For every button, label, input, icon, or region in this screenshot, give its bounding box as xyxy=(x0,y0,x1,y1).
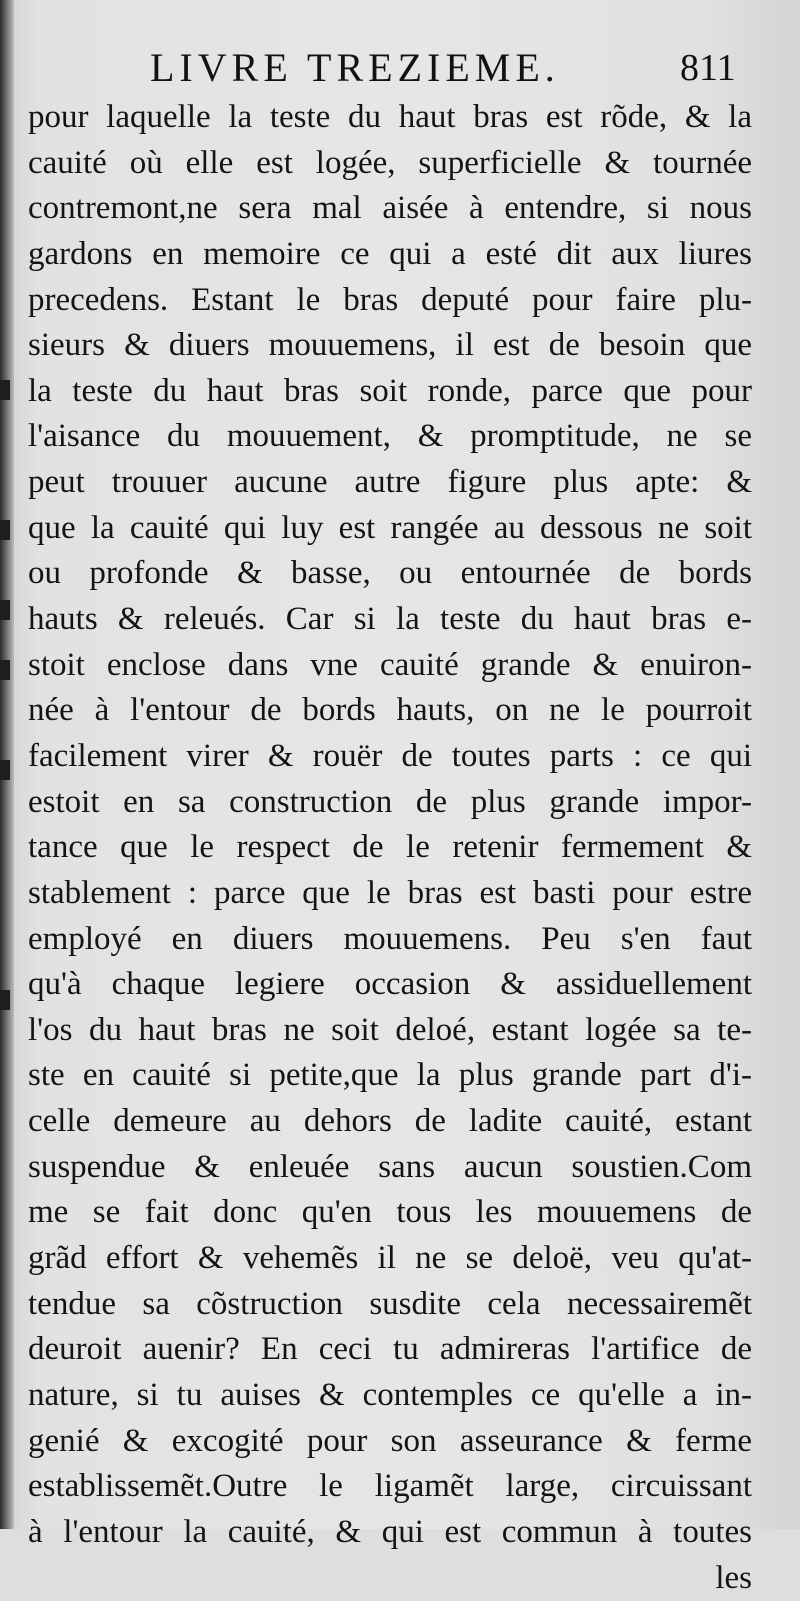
text-line: estoit en sa construction de plus grande impor- xyxy=(28,780,752,826)
gutter-shadow-mark xyxy=(0,990,10,1010)
text-line: ste en cauité si petite,que la plus grande part d'i- xyxy=(28,1053,752,1099)
text-line: cauité où elle est logée, superficielle & tournée xyxy=(28,141,752,187)
text-line: ou profonde & basse, ou entournée de bords xyxy=(28,551,752,597)
text-line: contremont,ne sera mal aisée à entendre, si nous xyxy=(28,186,752,232)
page-number: 811 xyxy=(680,40,736,96)
running-head xyxy=(150,40,750,96)
text-line: hauts & releués. Car si la teste du haut bras e- xyxy=(28,597,752,643)
text-line: tance que le respect de le retenir fermement & xyxy=(28,825,752,871)
catchword: les xyxy=(28,1556,752,1601)
chapter-heading: LIVRE TREZIEME. xyxy=(150,40,560,96)
text-line: genié & excogité pour son asseurance & ferme xyxy=(28,1419,752,1465)
text-line: gardons en memoire ce qui a esté dit aux liures xyxy=(28,232,752,278)
gutter-shadow-mark xyxy=(0,760,10,780)
text-line: née à l'entour de bords hauts, on ne le pourroit xyxy=(28,688,752,734)
text-line: suspendue & enleuée sans aucun soustien.Com xyxy=(28,1145,752,1191)
text-line: la teste du haut bras soit ronde, parce que pour xyxy=(28,369,752,415)
text-line: grãd effort & vehemẽs il ne se deloë, veu qu'at- xyxy=(28,1236,752,1282)
gutter-shadow-mark xyxy=(0,380,10,400)
text-line: establissemẽt.Outre le ligamẽt large, circuissant xyxy=(28,1464,752,1510)
body-text xyxy=(28,95,752,1601)
text-line: sieurs & diuers mouuemens, il est de besoin que xyxy=(28,323,752,369)
text-line: qu'à chaque legiere occasion & assiduellement xyxy=(28,962,752,1008)
gutter-shadow-mark xyxy=(0,660,10,680)
text-line: me se fait donc qu'en tous les mouuemens de xyxy=(28,1190,752,1236)
text-line: que la cauité qui luy est rangée au dessous ne soit xyxy=(28,506,752,552)
text-line: peut trouuer aucune autre figure plus apte: & xyxy=(28,460,752,506)
gutter-shadow-mark xyxy=(0,600,10,620)
text-line: l'os du haut bras ne soit deloé, estant logée sa te- xyxy=(28,1008,752,1054)
text-line: tendue sa cõstruction susdite cela necessairemẽt xyxy=(28,1282,752,1328)
text-line: stablement : parce que le bras est basti pour estre xyxy=(28,871,752,917)
text-line: nature, si tu auises & contemples ce qu'elle a in- xyxy=(28,1373,752,1419)
text-line: pour laquelle la teste du haut bras est rõde, & la xyxy=(28,95,752,141)
gutter-shadow-mark xyxy=(0,520,10,540)
text-line: l'aisance du mouuement, & promptitude, ne se xyxy=(28,414,752,460)
text-line: employé en diuers mouuemens. Peu s'en faut xyxy=(28,917,752,963)
text-line: stoit enclose dans vne cauité grande & enuiron- xyxy=(28,643,752,689)
text-line: precedens. Estant le bras deputé pour faire plu- xyxy=(28,278,752,324)
text-line: celle demeure au dehors de ladite cauité, estant xyxy=(28,1099,752,1145)
text-line: deuroit auenir? En ceci tu admireras l'artifice de xyxy=(28,1327,752,1373)
text-line: facilement virer & rouër de toutes parts : ce qui xyxy=(28,734,752,780)
text-line: à l'entour la cauité, & qui est commun à toutes xyxy=(28,1510,752,1556)
binding-gutter xyxy=(0,0,14,1529)
